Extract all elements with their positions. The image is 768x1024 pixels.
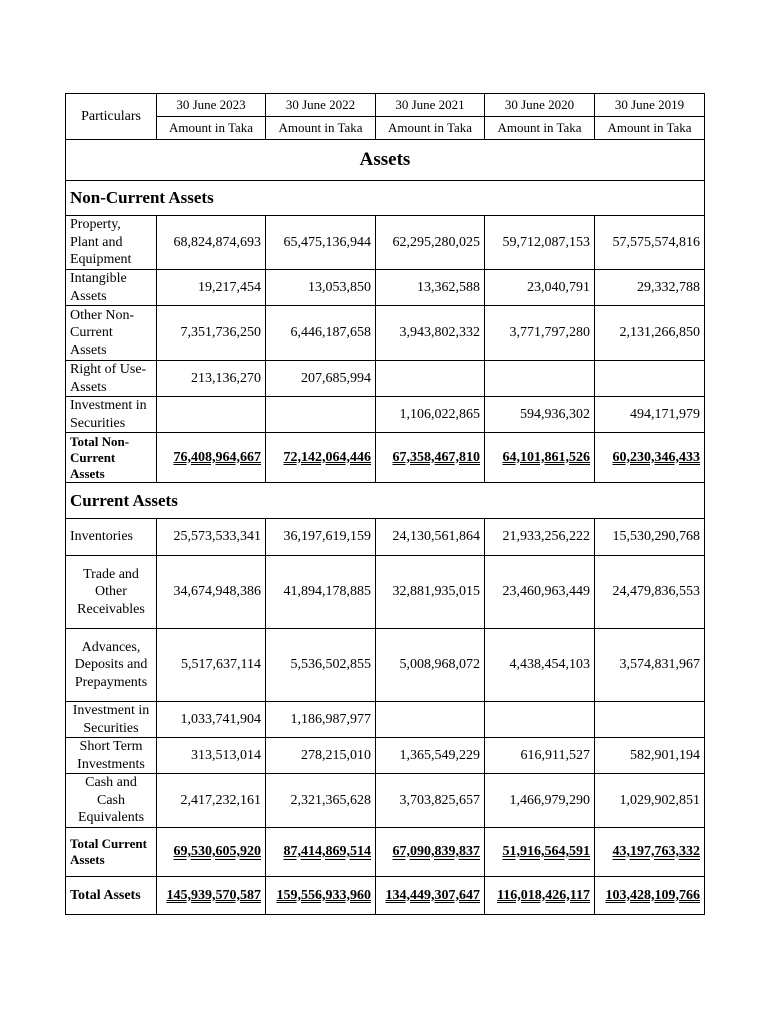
cell-value: 24,130,561,864	[376, 519, 485, 556]
col-date-2021: 30 June 2021	[376, 94, 485, 117]
cell-value: 582,901,194	[595, 738, 705, 774]
cell-value: 5,008,968,072	[376, 629, 485, 702]
cell-value	[485, 361, 595, 397]
total-value: 67,358,467,810	[376, 433, 485, 483]
total-value: 60,230,346,433	[595, 433, 705, 483]
cell-value: 24,479,836,553	[595, 556, 705, 629]
cell-value: 29,332,788	[595, 270, 705, 306]
cell-value: 1,029,902,851	[595, 774, 705, 828]
non-current-title: Non-Current Assets	[66, 181, 705, 216]
section-title: Assets	[66, 140, 705, 181]
cell-value: 57,575,574,816	[595, 216, 705, 270]
table-row	[66, 397, 705, 433]
table-row	[66, 774, 705, 828]
total-value: 72,142,064,446	[266, 433, 376, 483]
cell-value: 494,171,979	[595, 397, 705, 433]
col-date-2022: 30 June 2022	[266, 94, 376, 117]
current-title: Current Assets	[66, 483, 705, 519]
cell-value: 2,321,365,628	[266, 774, 376, 828]
total-row	[66, 828, 705, 877]
cell-value: 4,438,454,103	[485, 629, 595, 702]
cell-value: 207,685,994	[266, 361, 376, 397]
table-row	[66, 556, 705, 629]
cell-value	[595, 361, 705, 397]
cell-value: 13,053,850	[266, 270, 376, 306]
cell-value: 1,186,987,977	[266, 702, 376, 738]
cell-value: 3,574,831,967	[595, 629, 705, 702]
cell-value: 36,197,619,159	[266, 519, 376, 556]
header-unit-row	[66, 117, 705, 140]
header-date-row	[66, 94, 705, 117]
cell-value	[376, 702, 485, 738]
total-value: 76,408,964,667	[157, 433, 266, 483]
grand-total-value: 116,018,426,117	[485, 877, 595, 915]
row-label: Right of Use-Assets	[66, 361, 157, 397]
cell-value: 3,771,797,280	[485, 306, 595, 361]
cell-value	[485, 702, 595, 738]
table-row	[66, 361, 705, 397]
section-row	[66, 140, 705, 181]
cell-value: 19,217,454	[157, 270, 266, 306]
total-row	[66, 433, 705, 483]
row-label: Other Non-Current Assets	[66, 306, 157, 361]
balance-sheet-table	[65, 93, 705, 915]
cell-value: 34,674,948,386	[157, 556, 266, 629]
total-label: Total Non-Current Assets	[66, 433, 157, 483]
cell-value: 616,911,527	[485, 738, 595, 774]
total-value: 43,197,763,332	[595, 828, 705, 877]
col-unit-2021: Amount in Taka	[376, 117, 485, 140]
cell-value: 62,295,280,025	[376, 216, 485, 270]
grand-total-value: 145,939,570,587	[157, 877, 266, 915]
cell-value: 13,362,588	[376, 270, 485, 306]
cell-value: 3,703,825,657	[376, 774, 485, 828]
row-label: Trade and Other Receivables	[66, 556, 157, 629]
cell-value: 594,936,302	[485, 397, 595, 433]
cell-value: 278,215,010	[266, 738, 376, 774]
cell-value: 7,351,736,250	[157, 306, 266, 361]
col-unit-2020: Amount in Taka	[485, 117, 595, 140]
col-unit-2023: Amount in Taka	[157, 117, 266, 140]
table-row	[66, 629, 705, 702]
cell-value: 1,365,549,229	[376, 738, 485, 774]
subsection-row	[66, 483, 705, 519]
cell-value: 2,131,266,850	[595, 306, 705, 361]
cell-value: 65,475,136,944	[266, 216, 376, 270]
row-label: Inventories	[66, 519, 157, 556]
table-row	[66, 519, 705, 556]
cell-value: 1,106,022,865	[376, 397, 485, 433]
col-date-2019: 30 June 2019	[595, 94, 705, 117]
cell-value: 68,824,874,693	[157, 216, 266, 270]
row-label: Advances, Deposits and Prepayments	[66, 629, 157, 702]
cell-value: 1,033,741,904	[157, 702, 266, 738]
cell-value	[157, 397, 266, 433]
cell-value: 313,513,014	[157, 738, 266, 774]
table-row	[66, 270, 705, 306]
cell-value	[266, 397, 376, 433]
cell-value	[595, 702, 705, 738]
row-label: Investment in Securities	[66, 702, 157, 738]
cell-value: 5,536,502,855	[266, 629, 376, 702]
total-value: 69,530,605,920	[157, 828, 266, 877]
table-row	[66, 216, 705, 270]
grand-total-value: 103,428,109,766	[595, 877, 705, 915]
cell-value: 25,573,533,341	[157, 519, 266, 556]
col-unit-2019: Amount in Taka	[595, 117, 705, 140]
row-label: Investment in Securities	[66, 397, 157, 433]
col-date-2020: 30 June 2020	[485, 94, 595, 117]
cell-value: 213,136,270	[157, 361, 266, 397]
grand-total-value: 134,449,307,647	[376, 877, 485, 915]
table-row	[66, 738, 705, 774]
total-value: 64,101,861,526	[485, 433, 595, 483]
cell-value: 23,040,791	[485, 270, 595, 306]
row-label: Intangible Assets	[66, 270, 157, 306]
row-label: Short Term Investments	[66, 738, 157, 774]
subsection-row	[66, 181, 705, 216]
total-value: 51,916,564,591	[485, 828, 595, 877]
cell-value: 2,417,232,161	[157, 774, 266, 828]
cell-value: 23,460,963,449	[485, 556, 595, 629]
grand-total-value: 159,556,933,960	[266, 877, 376, 915]
row-label: Cash and Cash Equivalents	[66, 774, 157, 828]
col-unit-2022: Amount in Taka	[266, 117, 376, 140]
col-date-2023: 30 June 2023	[157, 94, 266, 117]
row-label: Property, Plant and Equipment	[66, 216, 157, 270]
grand-total-row	[66, 877, 705, 915]
cell-value: 41,894,178,885	[266, 556, 376, 629]
cell-value	[376, 361, 485, 397]
table-row	[66, 306, 705, 361]
total-label: Total Current Assets	[66, 828, 157, 877]
grand-total-label: Total Assets	[66, 877, 157, 915]
total-value: 87,414,869,514	[266, 828, 376, 877]
particulars-header: Particulars	[66, 94, 157, 140]
cell-value: 21,933,256,222	[485, 519, 595, 556]
cell-value: 6,446,187,658	[266, 306, 376, 361]
cell-value: 5,517,637,114	[157, 629, 266, 702]
cell-value: 59,712,087,153	[485, 216, 595, 270]
cell-value: 15,530,290,768	[595, 519, 705, 556]
total-value: 67,090,839,837	[376, 828, 485, 877]
table-row	[66, 702, 705, 738]
cell-value: 32,881,935,015	[376, 556, 485, 629]
cell-value: 3,943,802,332	[376, 306, 485, 361]
cell-value: 1,466,979,290	[485, 774, 595, 828]
